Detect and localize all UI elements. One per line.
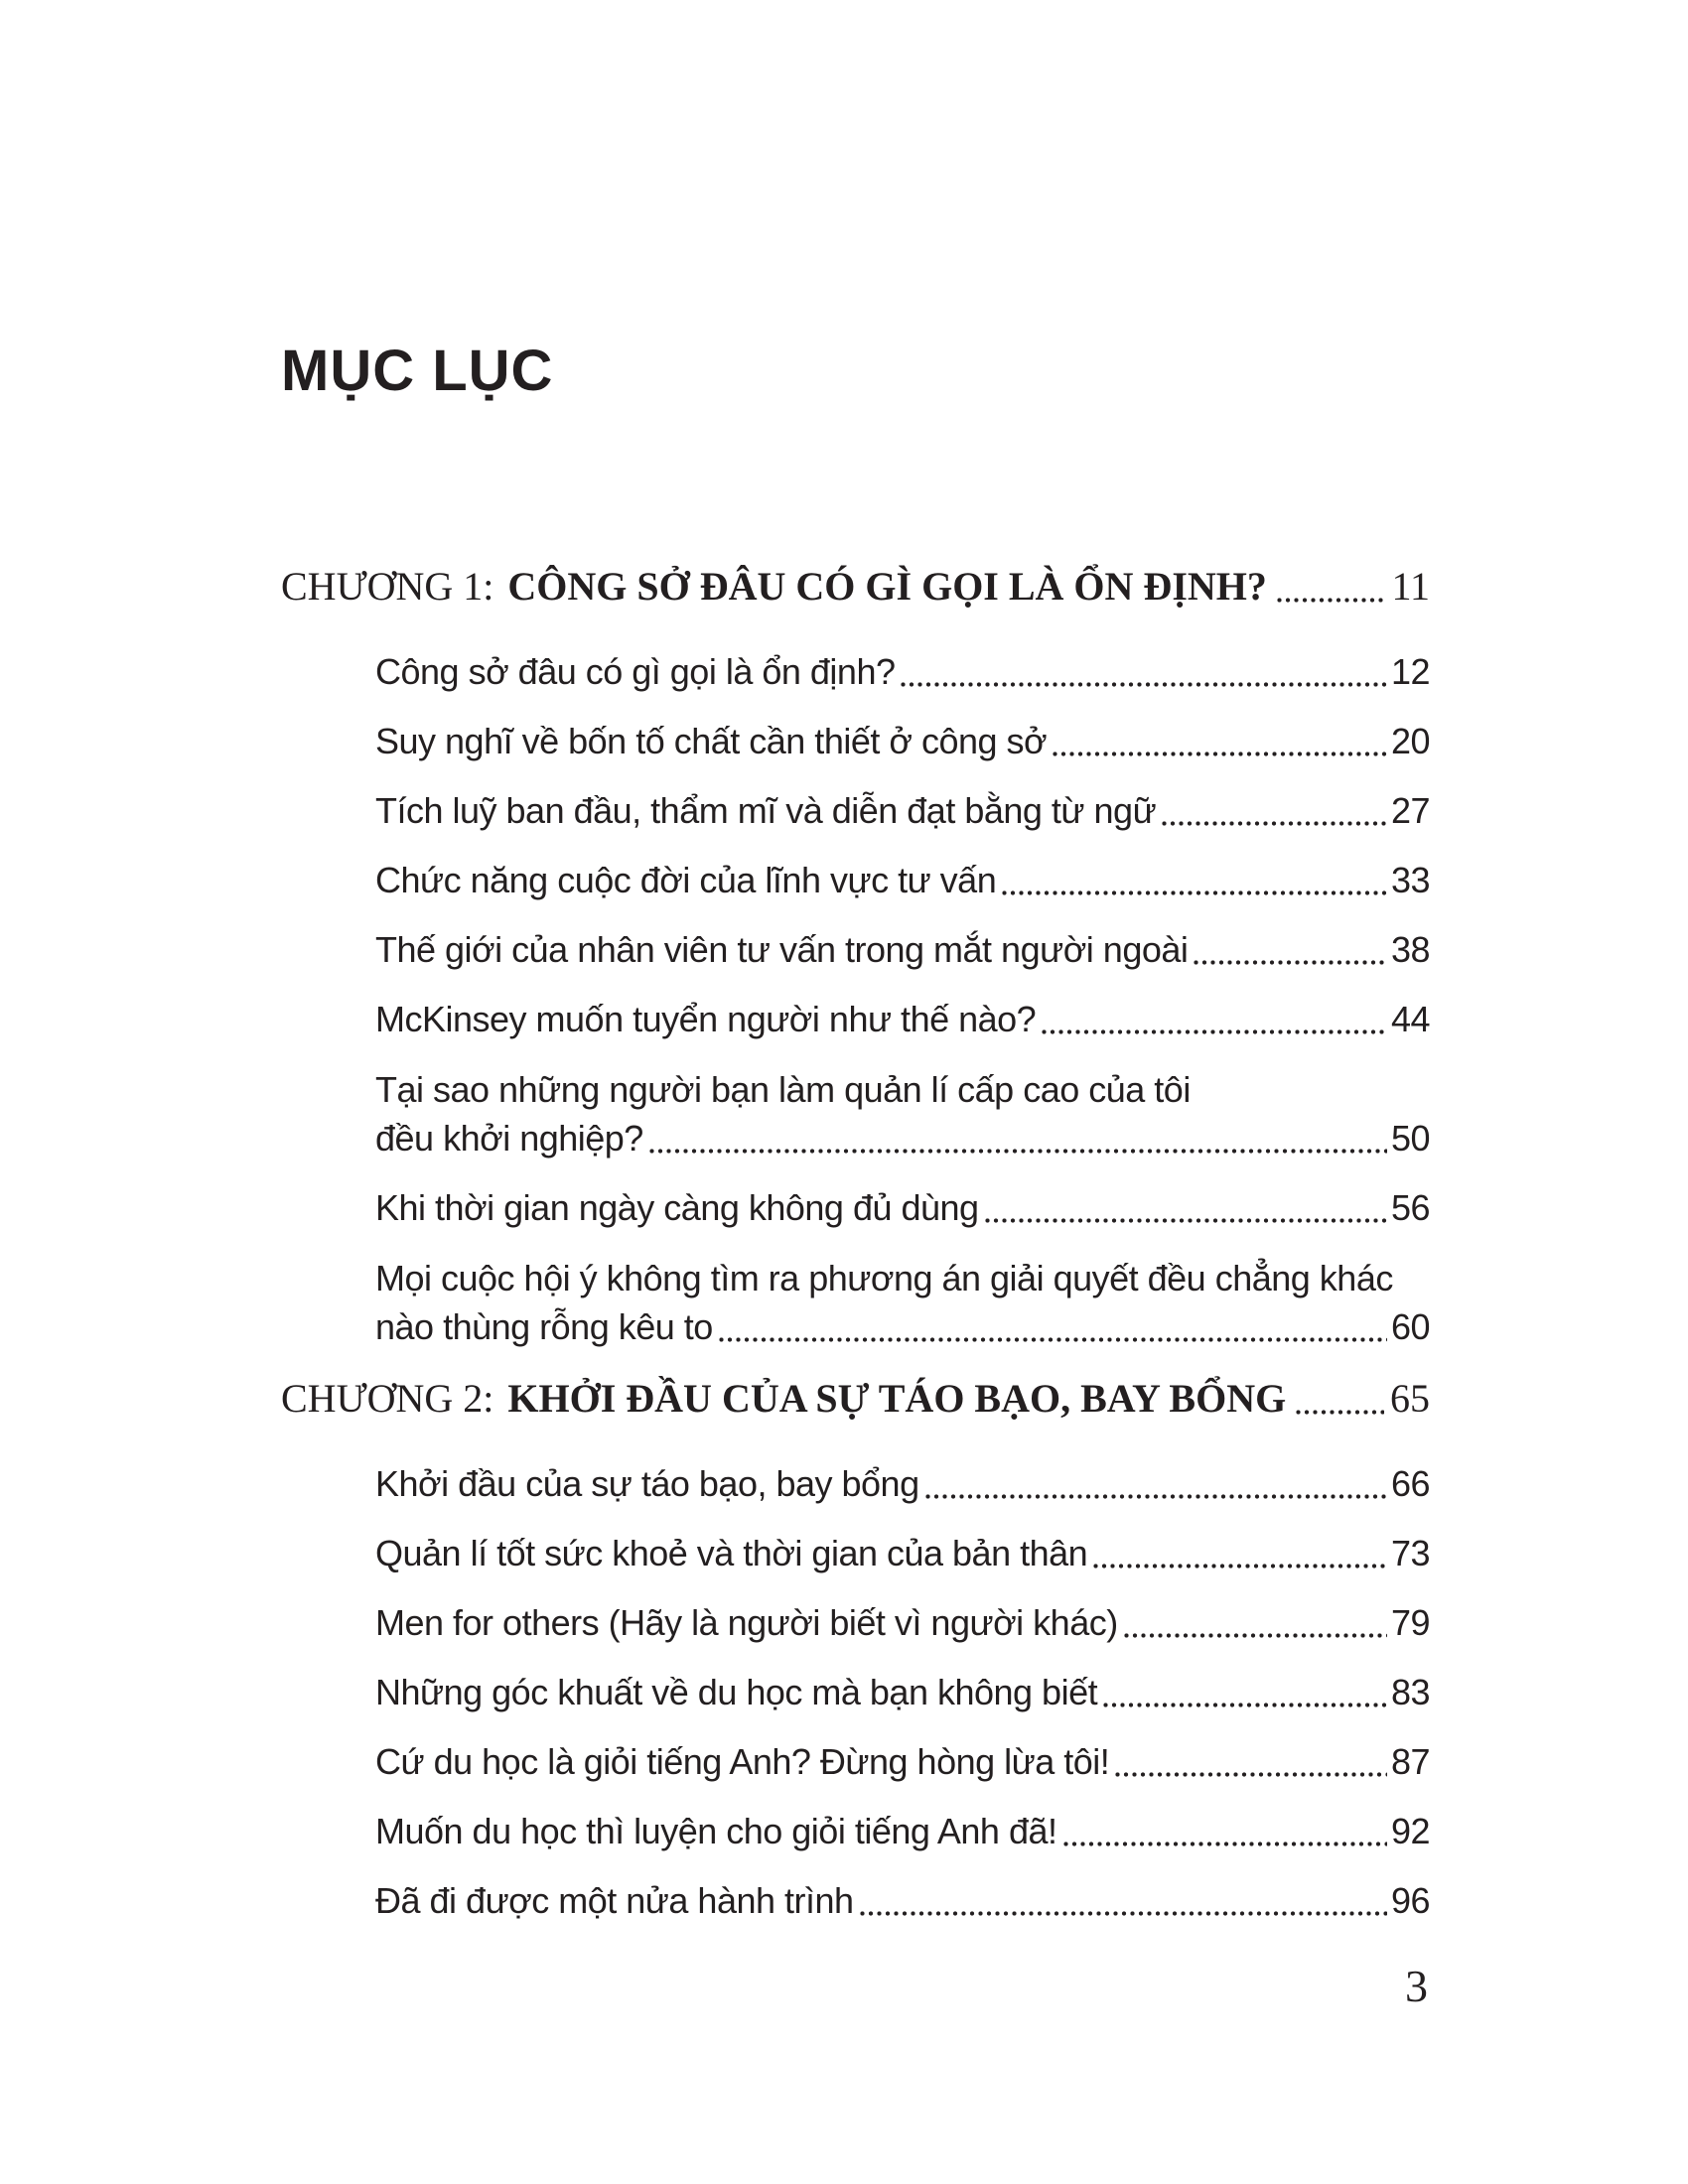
chapter-2-title: KHỞI ĐẦU CỦA SỰ TÁO BẠO, BAY BỔNG <box>507 1376 1287 1421</box>
chapter-2-entries <box>281 1460 1430 1925</box>
chapter-1-title: CÔNG SỞ ĐÂU CÓ GÌ GỌI LÀ ỔN ĐỊNH? <box>507 564 1267 609</box>
dot-leader <box>1115 1772 1387 1777</box>
toc-entry-page: 44 <box>1390 999 1430 1039</box>
toc-entry-page: 38 <box>1390 929 1430 970</box>
toc-entry-page: 50 <box>1390 1118 1430 1159</box>
dot-leader <box>649 1149 1387 1154</box>
toc-entry-title: Đã đi được một nửa hành trình <box>375 1880 854 1921</box>
chapter-2-label: CHƯƠNG 2: <box>281 1376 494 1421</box>
toc-entry[interactable] <box>375 857 1430 904</box>
dot-leader <box>1194 960 1387 965</box>
dot-leader <box>1042 1029 1387 1034</box>
toc-entry[interactable] <box>375 1065 1430 1162</box>
chapter-1-heading[interactable] <box>281 561 1430 613</box>
toc-entry-page: 12 <box>1390 651 1430 692</box>
toc-entry-line2 <box>375 1114 1430 1162</box>
dot-leader <box>719 1337 1387 1342</box>
toc-entry-title: Khi thời gian ngày càng không đủ dùng <box>375 1187 979 1228</box>
dot-leader <box>1162 821 1387 826</box>
dot-leader <box>1093 1564 1387 1569</box>
dot-leader <box>1063 1842 1387 1846</box>
chapter-1-page: 11 <box>1391 564 1430 609</box>
toc-entry-page: 66 <box>1390 1463 1430 1504</box>
toc-entry[interactable] <box>375 996 1430 1043</box>
toc-entry-title-line1: Mọi cuộc hội ý không tìm ra phương án giải quyết đều chẳng khác <box>375 1258 1393 1298</box>
toc-entry-page: 60 <box>1390 1306 1430 1347</box>
toc-entry[interactable] <box>375 648 1430 696</box>
dot-leader <box>1103 1703 1387 1707</box>
toc-entry-page: 96 <box>1390 1880 1430 1921</box>
toc-entry-page: 27 <box>1390 790 1430 831</box>
dot-leader <box>1277 598 1386 603</box>
toc-entry-title: Quản lí tốt sức khoẻ và thời gian của bản thân <box>375 1533 1088 1573</box>
toc-entry-title: Khởi đầu của sự táo bạo, bay bổng <box>375 1463 919 1504</box>
toc-entry-title: Những góc khuất về du học mà bạn không biết <box>375 1672 1098 1712</box>
chapter-1-section <box>281 561 1430 1351</box>
dot-leader <box>901 682 1386 687</box>
toc-entry-line2 <box>375 1302 1430 1351</box>
toc-entry-title: McKinsey muốn tuyển người như thế nào? <box>375 999 1037 1039</box>
toc-entry-title: Tích luỹ ban đầu, thẩm mĩ và diễn đạt bằng từ ngữ <box>375 790 1157 831</box>
dot-leader <box>1124 1633 1387 1638</box>
toc-entry-title: Thế giới của nhân viên tư vấn trong mắt người ngoài <box>375 929 1189 970</box>
toc-entry-title: Muốn du học thì luyện cho giỏi tiếng Anh đã! <box>375 1811 1057 1851</box>
toc-entry[interactable] <box>375 718 1430 765</box>
toc-entry-page: 56 <box>1390 1187 1430 1228</box>
toc-entry[interactable] <box>375 1669 1430 1716</box>
chapter-2-heading[interactable] <box>281 1373 1430 1425</box>
dot-leader <box>1002 890 1387 895</box>
dot-leader <box>1053 751 1387 756</box>
toc-entry[interactable] <box>375 1599 1430 1647</box>
toc-entry-title: Công sở đâu có gì gọi là ổn định? <box>375 651 896 692</box>
dot-leader <box>1296 1410 1384 1415</box>
toc-entry-title: Men for others (Hãy là người biết vì người khác) <box>375 1602 1118 1643</box>
toc-entry-page: 87 <box>1390 1741 1430 1782</box>
toc-entry-title: Chức năng cuộc đời của lĩnh vực tư vấn <box>375 860 997 900</box>
dot-leader <box>860 1911 1387 1916</box>
chapter-2-section <box>281 1373 1430 1925</box>
toc-entry[interactable] <box>375 1738 1430 1786</box>
toc-entry-page: 73 <box>1390 1533 1430 1573</box>
toc-entry[interactable] <box>375 1808 1430 1855</box>
toc-entry-page: 33 <box>1390 860 1430 900</box>
toc-entry-title-line2: đều khởi nghiệp? <box>375 1118 643 1159</box>
dot-leader <box>925 1494 1387 1499</box>
chapter-2-page: 65 <box>1390 1376 1430 1421</box>
toc-entry[interactable] <box>375 1254 1430 1351</box>
page-title: MỤC LỤC <box>281 339 554 403</box>
toc-entry[interactable] <box>375 1460 1430 1508</box>
toc-entry-title-line1: Tại sao những người bạn làm quản lí cấp cao của tôi <box>375 1069 1191 1110</box>
toc-entry-page: 92 <box>1390 1811 1430 1851</box>
chapter-1-entries <box>281 648 1430 1351</box>
toc-entry-page: 83 <box>1390 1672 1430 1712</box>
toc-entry[interactable] <box>375 787 1430 835</box>
toc-entry[interactable] <box>375 926 1430 974</box>
toc-entry-page: 20 <box>1390 721 1430 761</box>
toc-entry-page: 79 <box>1390 1602 1430 1643</box>
page-number: 3 <box>1405 1961 1428 2011</box>
toc-entry[interactable] <box>375 1877 1430 1925</box>
toc-entry[interactable] <box>375 1184 1430 1232</box>
toc-entry-title: Cứ du học là giỏi tiếng Anh? Đừng hòng lừa tôi! <box>375 1741 1110 1782</box>
toc-entry-title-line2: nào thùng rỗng kêu to <box>375 1306 713 1347</box>
dot-leader <box>985 1218 1387 1223</box>
toc-entry-title: Suy nghĩ về bốn tố chất cần thiết ở công sở <box>375 721 1048 761</box>
toc-entry[interactable] <box>375 1530 1430 1577</box>
chapter-1-label: CHƯƠNG 1: <box>281 564 494 609</box>
